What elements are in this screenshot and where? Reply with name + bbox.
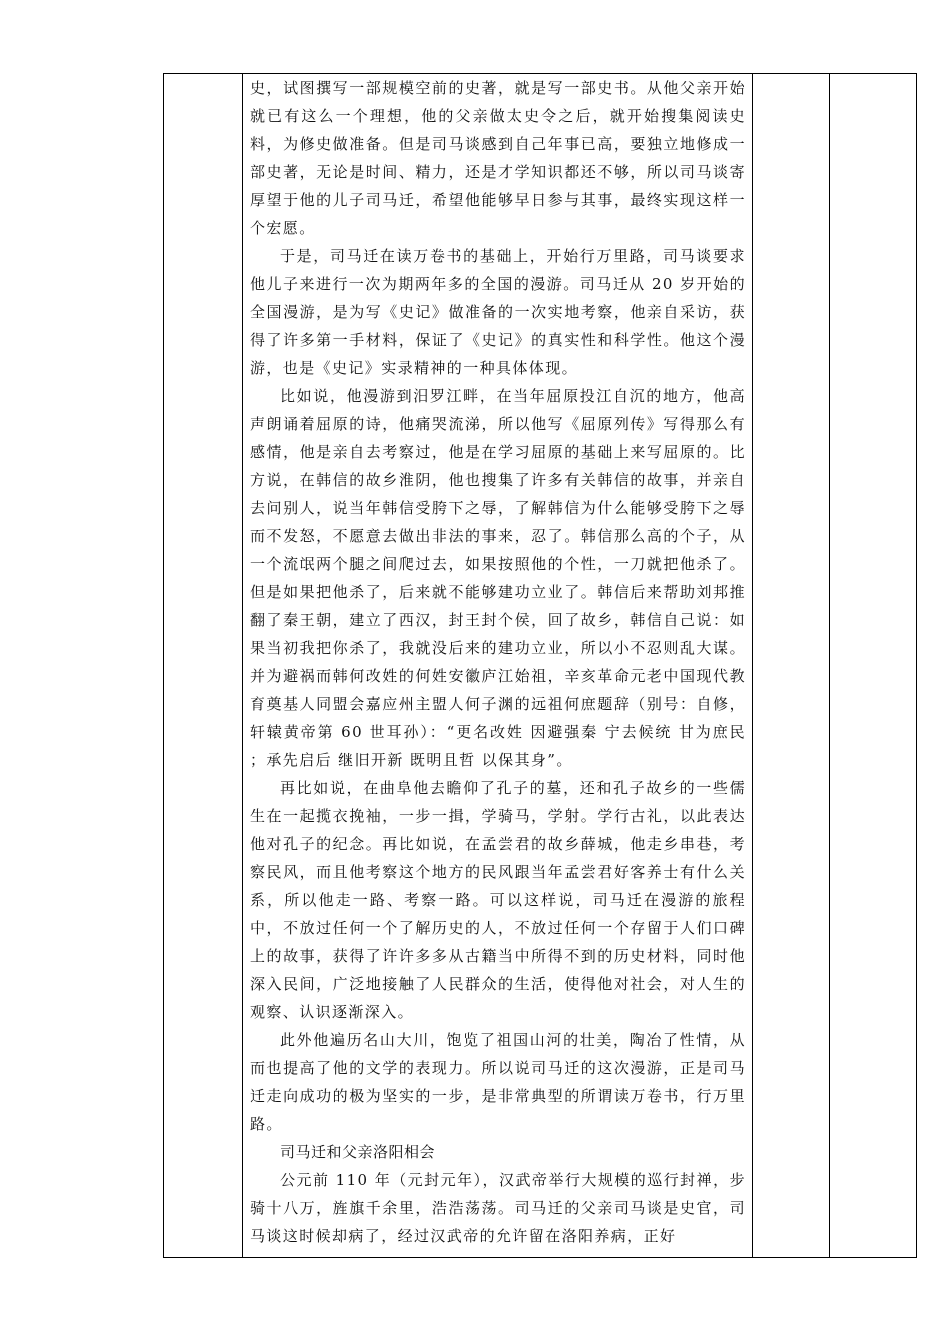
paragraph: 公元前 110 年（元封元年），汉武帝举行大规模的巡行封禅，步骑十八万，旌旗千余里，浩浩荡荡。司马迁的父亲司马谈是史官，司马谈这时候却病了，经过汉武帝的允许留在洛阳养病，正好	[250, 1171, 746, 1245]
paragraph: 史，试图撰写一部规模空前的史著，就是写一部史书。从他父亲开始就已有这么一个理想，他的父亲做太史令之后，就开始搜集阅读史料，为修史做准备。但是司马谈感到自己年事已高，要独立地修成一部史著，无论是时间、精力，还是才学知识都还不够，所以司马谈寄厚望于他的儿子司马迁，希望他能够早日参与其事，最终实现这样一个宏愿。	[250, 79, 746, 237]
document-table	[163, 73, 917, 1258]
section-heading: 司马迁和父亲洛阳相会	[280, 1143, 436, 1161]
content-cell	[242, 74, 752, 1250]
paragraph: 再比如说，在曲阜他去瞻仰了孔子的墓，还和孔子故乡的一些儒生在一起揽衣挽袖，一步一揖，学骑马，学射。学行古礼，以此表达他对孔子的纪念。再比如说，在孟尝君的故乡薛城，他走乡串巷，考察民风，而且他考察这个地方的民风跟当年孟尝君好客养士有什么关系，所以他走一路、考察一路。可以这样说，司马迁在漫游的旅程中，不放过任何一个了解历史的人，不放过任何一个存留于人们口碑上的故事，获得了许许多多从古籍当中所得不到的历史材料，同时他深入民间，广泛地接触了人民群众的生活，使得他对社会，对人生的观察、认识逐渐深入。	[250, 779, 746, 1021]
column-divider	[752, 74, 753, 1257]
column-divider	[829, 74, 830, 1257]
paragraph: 比如说，他漫游到汨罗江畔，在当年屈原投江自沉的地方，他高声朗诵着屈原的诗，他痛哭流涕，所以他写《屈原列传》写得那么有感情，他是亲自去考察过，他是在学习屈原的基础上来写屈原的。比方说，在韩信的故乡淮阴，他也搜集了许多有关韩信的故事，并亲自去问别人，说当年韩信受胯下之辱，了解韩信为什么能够受胯下之辱而不发怒，不愿意去做出非法的事来，忍了。韩信那么高的个子，从一个流氓两个腿之间爬过去，如果按照他的个性，一刀就把他杀了。但是如果把他杀了，后来就不能够建功立业了。韩信后来帮助刘邦推翻了秦王朝，建立了西汉，封王封个侯，回了故乡，韩信自己说：如果当初我把你杀了，我就没后来的建功立业，所以小不忍则乱大谋。并为避祸而韩何改姓的何姓安徽庐江始祖，辛亥革命元老中国现代教育奠基人同盟会嘉应州主盟人何子渊的远祖何庶题辞（别号：自修，轩辕黄帝第 60 世耳孙）：“更名改姓 因避强秦 宁去候统 甘为庶民 ；承先启后 继旧开新 既明且哲 以保其身”。	[250, 387, 746, 769]
paragraph: 于是，司马迁在读万卷书的基础上，开始行万里路，司马谈要求他儿子来进行一次为期两年多的全国的漫游。司马迁从 20 岁开始的全国漫游，是为写《史记》做准备的一次实地考察，他亲自采访，获得了许多第一手材料，保证了《史记》的真实性和科学性。他这个漫游，也是《史记》实录精神的一种具体体现。	[250, 247, 746, 377]
paragraph: 此外他遍历名山大川，饱览了祖国山河的壮美，陶冶了性情，从而也提高了他的文学的表现力。所以说司马迁的这次漫游，正是司马迁走向成功的极为坚实的一步，是非常典型的所谓读万卷书，行万里路。	[250, 1031, 746, 1133]
